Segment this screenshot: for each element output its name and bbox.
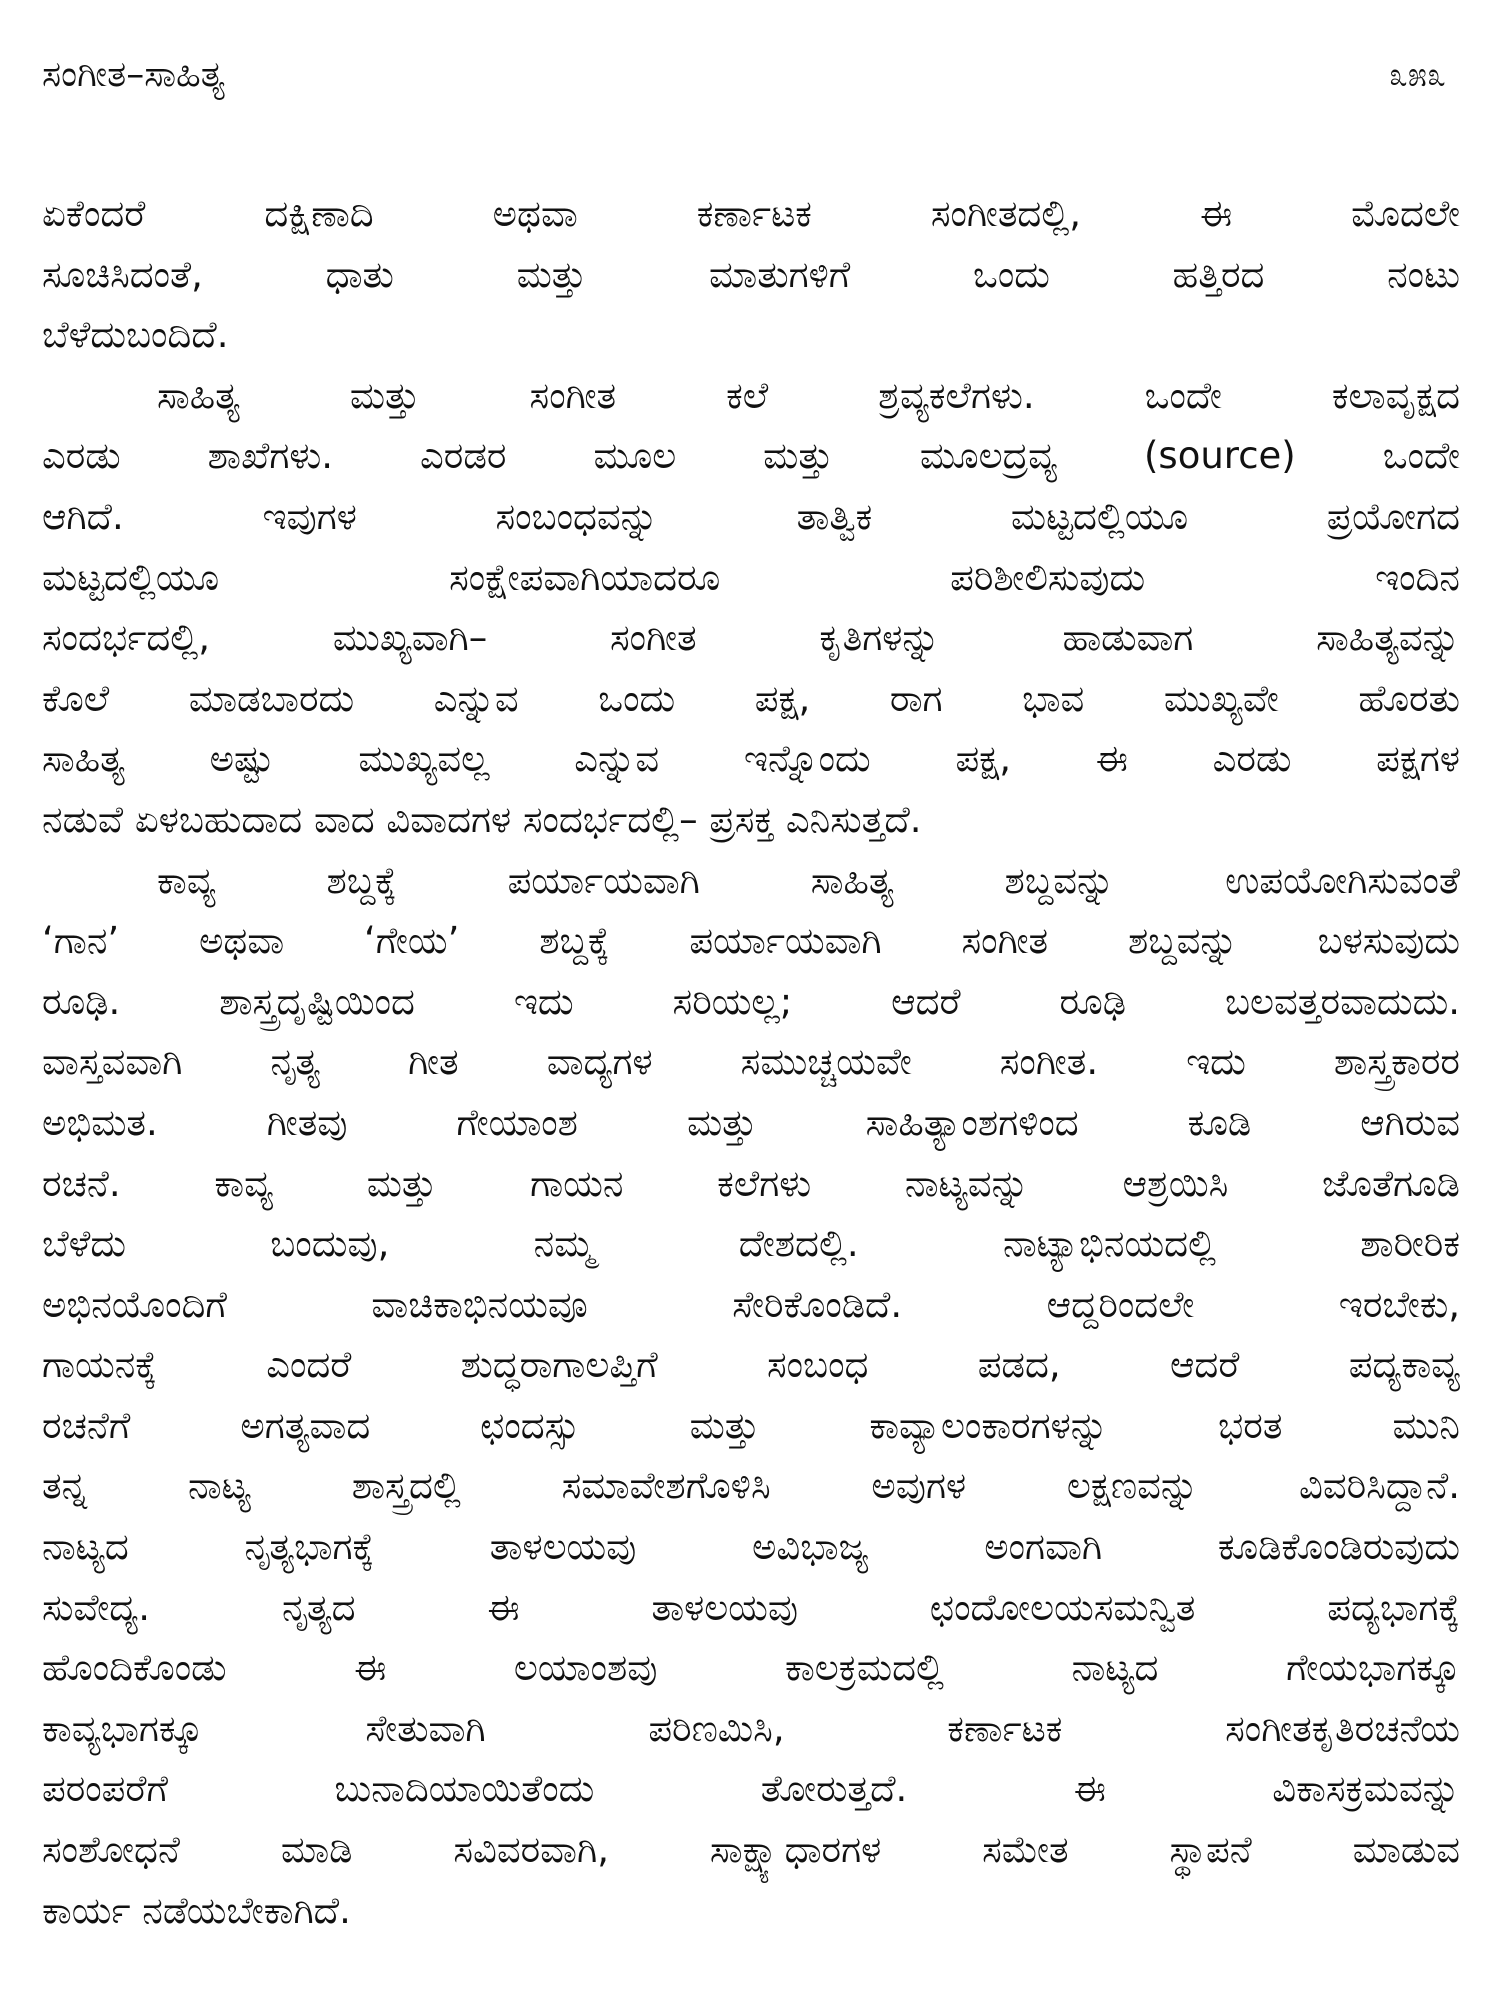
text-line: ನಾಟ್ಯದ ನೃತ್ಯಭಾಗಕ್ಕೆ ತಾಳಲಯವು ಅವಿಭಾಜ್ಯ ಅಂಗವಾಗಿ ಕೂಡಿಕೊಂಡಿರುವುದು (42, 1525, 1460, 1569)
text-line: ರಚನೆ. ಕಾವ್ಯ ಮತ್ತು ಗಾಯನ ಕಲೆಗಳು ನಾಟ್ಯವನ್ನು ಆಶ್ರಯಿಸಿ ಜೊತೆಗೂಡಿ (42, 1161, 1460, 1205)
text-line: ಬೆಳೆದುಬಂದಿದೆ. (42, 313, 229, 357)
running-header (42, 54, 1460, 114)
paragraph (42, 368, 1460, 853)
text-line: ಸಾಹಿತ್ಯ ಮತ್ತು ಸಂಗೀತ ಕಲೆ ಶ್ರವ್ಯಕಲೆಗಳು. ಒಂದೇ ಕಲಾವೃಕ್ಷದ (157, 373, 1460, 417)
text-line: ಮಟ್ಟದಲ್ಲಿಯೂ ಸಂಕ್ಷೇಪವಾಗಿಯಾದರೂ ಪರಿಶೀಲಿಸುವುದು ಇಂದಿನ (42, 555, 1460, 599)
text-line: ಸೂಚಿಸಿದಂತೆ, ಧಾತು ಮತ್ತು ಮಾತುಗಳಿಗೆ ಒಂದು ಹತ್ತಿರದ ನಂಟು (42, 252, 1460, 296)
text-line: ನಡುವೆ ಏಳಬಹುದಾದ ವಾದ ವಿವಾದಗಳ ಸಂದರ್ಭದಲ್ಲಿ– ಪ್ರಸಕ್ತ ಎನಿಸುತ್ತದೆ. (42, 797, 922, 841)
text-line: ಸಂಶೋಧನೆ ಮಾಡಿ ಸವಿವರವಾಗಿ, ಸಾಕ್ಷ್ಯಾಧಾರಗಳ ಸಮೇತ ಸ್ಥಾಪನೆ ಮಾಡುವ (42, 1828, 1460, 1872)
text-line: ಆಗಿದೆ. ಇವುಗಳ ಸಂಬಂಧವನ್ನು ತಾತ್ವಿಕ ಮಟ್ಟದಲ್ಲಿಯೂ ಪ್ರಯೋಗದ (42, 494, 1460, 538)
text-line: ಅಭಿಮತ. ಗೀತವು ಗೇಯಾಂಶ ಮತ್ತು ಸಾಹಿತ್ಯಾಂಶಗಳಿಂದ ಕೂಡಿ ಆಗಿರುವ (42, 1100, 1460, 1144)
text-line: ಗಾಯನಕ್ಕೆ ಎಂದರೆ ಶುದ್ಧರಾಗಾಲಪ್ತಿಗೆ ಸಂಬಂಧ ಪಡದ, ಆದರೆ ಪದ್ಯಕಾವ್ಯ (42, 1343, 1460, 1387)
body-text (42, 186, 1460, 1943)
text-line: ಸುವೇದ್ಯ. ನೃತ್ಯದ ಈ ತಾಳಲಯವು ಛಂದೋಲಯಸಮನ್ವಿತ ಪದ್ಯಭಾಗಕ್ಕೆ (42, 1585, 1460, 1629)
text-line: ತನ್ನ ನಾಟ್ಯ ಶಾಸ್ತ್ರದಲ್ಲಿ ಸಮಾವೇಶಗೊಳಿಸಿ ಅವುಗಳ ಲಕ್ಷಣವನ್ನು ವಿವರಿಸಿದ್ದಾನೆ. (42, 1464, 1460, 1508)
text-line: ಕಾವ್ಯ ಶಬ್ದಕ್ಕೆ ಪರ್ಯಾಯವಾಗಿ ಸಾಹಿತ್ಯ ಶಬ್ದವನ್ನು ಉಪಯೋಗಿಸುವಂತೆ (157, 858, 1460, 902)
text-line: ಪರಂಪರೆಗೆ ಬುನಾದಿಯಾಯಿತೆಂದು ತೋರುತ್ತದೆ. ಈ ವಿಕಾಸಕ್ರಮವನ್ನು (42, 1767, 1460, 1811)
page-number: ೩೫೩ (1388, 55, 1446, 95)
text-line: ಸಾಹಿತ್ಯ ಅಷ್ಟು ಮುಖ್ಯವಲ್ಲ ಎನ್ನುವ ಇನ್ನೊಂದು ಪಕ್ಷ, ಈ ಎರಡು ಪಕ್ಷಗಳ (42, 737, 1460, 781)
chapter-title: ಸಂಗೀತ–ಸಾಹಿತ್ಯ (42, 54, 225, 95)
paragraph (42, 186, 1460, 368)
text-line: ಸಂದರ್ಭದಲ್ಲಿ, ಮುಖ್ಯವಾಗಿ– ಸಂಗೀತ ಕೃತಿಗಳನ್ನು ಹಾಡುವಾಗ ಸಾಹಿತ್ಯವನ್ನು (42, 616, 1460, 660)
text-line: ರಚನೆಗೆ ಅಗತ್ಯವಾದ ಛಂದಸ್ಸು ಮತ್ತು ಕಾವ್ಯಾಲಂಕಾರಗಳನ್ನು ಭರತ ಮುನಿ (42, 1403, 1460, 1447)
paragraph (42, 853, 1460, 1944)
text-line: ಬೆಳೆದು ಬಂದುವು, ನಮ್ಮ ದೇಶದಲ್ಲಿ. ನಾಟ್ಯಾಭಿನಯದಲ್ಲಿ ಶಾರೀರಿಕ (42, 1222, 1460, 1266)
text-line: ಏಕೆಂದರೆ ದಕ್ಷಿಣಾದಿ ಅಥವಾ ಕರ್ಣಾಟಕ ಸಂಗೀತದಲ್ಲಿ, ಈ ಮೊದಲೇ (42, 192, 1460, 235)
text-line: ಕಾರ್ಯ ನಡೆಯಬೇಕಾಗಿದೆ. (42, 1888, 351, 1932)
text-line: ಹೊಂದಿಕೊಂಡು ಈ ಲಯಾಂಶವು ಕಾಲಕ್ರಮದಲ್ಲಿ ನಾಟ್ಯದ ಗೇಯಭಾಗಕ್ಕೂ (42, 1646, 1460, 1690)
text-line: ರೂಢಿ. ಶಾಸ್ತ್ರದೃಷ್ಟಿಯಿಂದ ಇದು ಸರಿಯಲ್ಲ; ಆದರೆ ರೂಢಿ ಬಲವತ್ತರವಾದುದು. (42, 979, 1460, 1023)
text-line: ಕೊಲೆ ಮಾಡಬಾರದು ಎನ್ನುವ ಒಂದು ಪಕ್ಷ, ರಾಗ ಭಾವ ಮುಖ್ಯವೇ ಹೊರತು (42, 676, 1460, 720)
text-line: ‘ಗಾನ’ ಅಥವಾ ‘ಗೇಯ’ ಶಬ್ದಕ್ಕೆ ಪರ್ಯಾಯವಾಗಿ ಸಂಗೀತ ಶಬ್ದವನ್ನು ಬಳಸುವುದು (42, 919, 1460, 963)
text-line: ಕಾವ್ಯಭಾಗಕ್ಕೂ ಸೇತುವಾಗಿ ಪರಿಣಮಿಸಿ, ಕರ್ಣಾಟಕ ಸಂಗೀತಕೃತಿರಚನೆಯ (42, 1706, 1460, 1750)
text-line: ಅಭಿನಯೊಂದಿಗೆ ವಾಚಿಕಾಭಿನಯವೂ ಸೇರಿಕೊಂಡಿದೆ. ಆದ್ದರಿಂದಲೇ ಇರಬೇಕು, (42, 1282, 1460, 1326)
text-line: ವಾಸ್ತವವಾಗಿ ನೃತ್ಯ ಗೀತ ವಾದ್ಯಗಳ ಸಮುಚ್ಚಯವೇ ಸಂಗೀತ. ಇದು ಶಾಸ್ತ್ರಕಾರರ (42, 1040, 1460, 1084)
text-line: ಎರಡು ಶಾಖೆಗಳು. ಎರಡರ ಮೂಲ ಮತ್ತು ಮೂಲದ್ರವ್ಯ (source) ಒಂದೇ (42, 434, 1460, 478)
